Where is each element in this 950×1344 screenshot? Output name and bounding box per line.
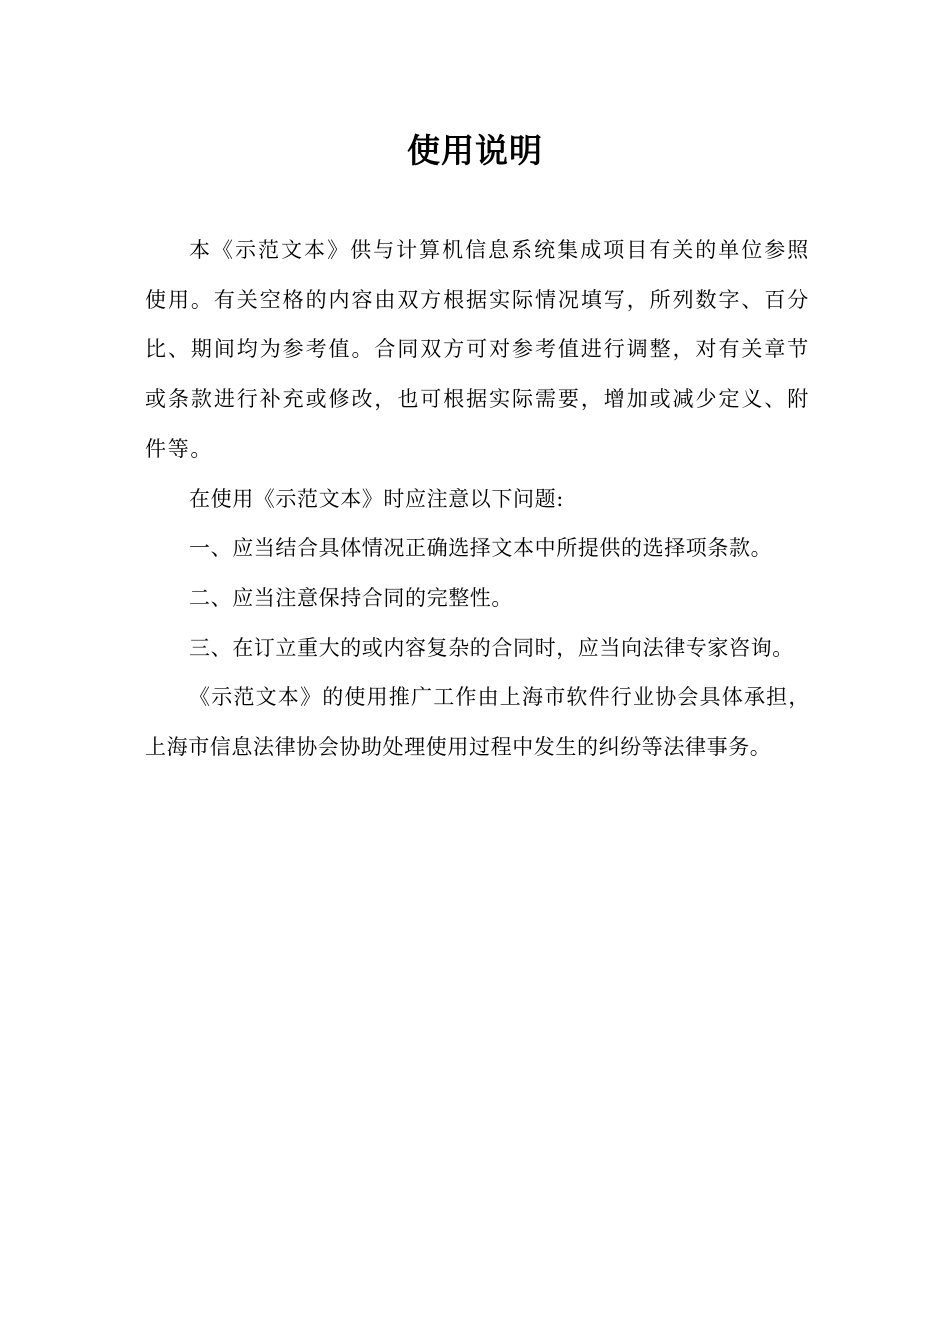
notice-item-2: 二、应当注意保持合同的完整性。 [189, 585, 513, 610]
document-body [145, 226, 810, 773]
notice-item-1: 一、应当结合具体情况正确选择文本中所提供的选择项条款。 [189, 536, 773, 561]
notice-intro-paragraph: 在使用《示范文本》时应注意以下问题: [189, 486, 564, 511]
closing-paragraph: 《示范文本》的使用推广工作由上海市软件行业协会具体承担，上海市信息法律协会协助处理使用过程中发生的纠纷等法律事务。 [145, 685, 810, 760]
intro-paragraph: 本《示范文本》供与计算机信息系统集成项目有关的单位参照使用。有关空格的内容由双方根据实际情况填写，所列数字、百分比、期间均为参考值。合同双方可对参考值进行调整，对有关章节或条款进行补充或修改，也可根据实际需要，增加或减少定义、附件等。 [145, 238, 810, 461]
page-title: 使用说明 [407, 131, 543, 170]
notice-item-3: 三、在订立重大的或内容复杂的合同时，应当向法律专家咨询。 [189, 635, 794, 660]
